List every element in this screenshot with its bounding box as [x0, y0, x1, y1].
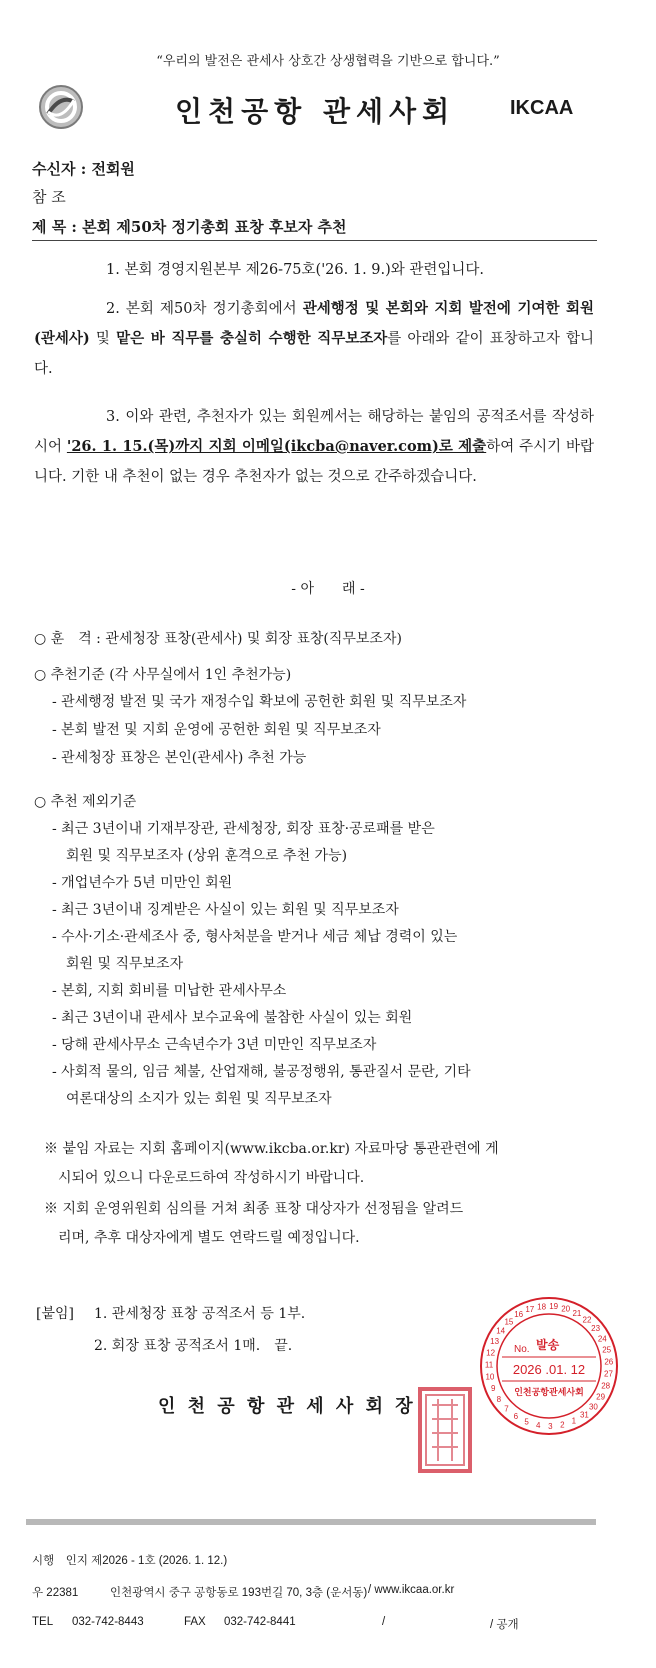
stamp-day-number: 6: [513, 1412, 519, 1421]
receipt-stamp: [478, 1295, 620, 1437]
footer-web: / www.ikcaa.or.kr: [368, 1584, 455, 1596]
footer-fax: 032-742-8441: [224, 1616, 296, 1628]
award-line: ○ 훈 격 : 관세청장 표창(관세사) 및 회장 표창(직무보조자): [34, 631, 402, 647]
stamp-day-number: 20: [561, 1304, 571, 1314]
stamp-day-number: 30: [588, 1402, 598, 1412]
stamp-day-number: 15: [504, 1317, 514, 1327]
stamp-day-number: 12: [486, 1348, 496, 1358]
stamp-day-number: 9: [490, 1384, 496, 1394]
exclusion-item: - 개업년수가 5년 미만인 회원: [52, 875, 233, 891]
attachment-label: [붙임]: [36, 1306, 74, 1322]
footer-divider: [26, 1519, 596, 1525]
footer-tel-label: TEL: [32, 1616, 54, 1628]
footer-slash: /: [382, 1616, 386, 1628]
footer-tel: 032-742-8443: [72, 1616, 144, 1628]
stamp-day-number: 4: [535, 1421, 541, 1430]
footer-fax-label: FAX: [184, 1616, 206, 1628]
note-line: 시되어 있으니 다운로드하여 작성하시기 바랍니다.: [44, 1170, 365, 1186]
attachment-2: 2. 회장 표창 공적조서 1매. 끝.: [94, 1338, 293, 1354]
stamp-day-number: 3: [548, 1422, 553, 1431]
exclusion-item: 회원 및 직무보조자: [52, 956, 184, 972]
stamp-day-number: 31: [579, 1410, 589, 1420]
official-seal-icon: [416, 1385, 474, 1475]
stamp-day-number: 11: [484, 1360, 494, 1370]
stamp-day-number: 21: [572, 1308, 582, 1318]
footer-address: 인천광역시 중구 공항동로 193번길 70, 3층 (운서동): [110, 1587, 368, 1599]
note-line: ※ 붙임 자료는 지회 홈페이지(www.ikcba.or.kr) 자료마당 통관관련에 게: [44, 1141, 499, 1157]
paragraph-3: 3. 이와 관련, 추천자가 있는 회원께서는 해당하는 붙임의 공적조서를 작성하시어 '26. 1. 15.(목)까지 지회 이메일(ikcba@naver.com)로 제출하여 주시기 바랍니다. 기한 내 추천이 없는 경우 추천자가 없는 것으로 간주하겠습니다.: [34, 409, 594, 485]
stamp-day-number: 10: [485, 1372, 495, 1382]
stamp-day-number: 28: [601, 1381, 611, 1391]
footer-zip: 우 22381: [32, 1587, 79, 1599]
motto: “우리의 발전은 관세사 상호간 상생협력을 기반으로 합니다.”: [156, 54, 500, 69]
criteria-item: - 본회 발전 및 지회 운영에 공헌한 회원 및 직무보조자: [52, 722, 381, 738]
note-line: ※ 지회 운영위원회 심의를 거쳐 최종 표창 대상자가 선정됨을 알려드: [44, 1201, 464, 1217]
stamp-org: 인천공항관세사회: [514, 1388, 584, 1398]
exclusion-item: - 수사·기소·관세조사 중, 형사처분을 받거나 세금 체납 경력이 있는: [52, 929, 458, 945]
exclusion-item: - 사회적 물의, 임금 체불, 산업재해, 불공정행위, 통관질서 문란, 기타: [52, 1064, 471, 1080]
org-abbr: IKCAA: [510, 97, 574, 119]
stamp-day-number: 18: [537, 1302, 547, 1312]
signature: 인 천 공 항 관 세 사 회 장: [158, 1396, 416, 1417]
stamp-day-number: 16: [514, 1310, 524, 1320]
criteria-item: - 관세행정 발전 및 국가 재정수입 확보에 공헌한 회원 및 직무보조자: [52, 694, 467, 710]
stamp-day-number: 1: [571, 1416, 577, 1426]
paragraph-2: 2. 본회 제50차 정기총회에서 관세행정 및 본회와 지회 발전에 기여한 회원(관세사) 및 맡은 바 직무를 충실히 수행한 직무보조자를 아래와 같이 표창하고자 합니다.: [34, 300, 595, 377]
attachment-1: 1. 관세청장 표창 공적조서 등 1부.: [94, 1306, 306, 1322]
section-title: - 아 래 -: [291, 581, 365, 597]
exclusion-item: - 최근 3년이내 관세사 보수교육에 불참한 사실이 있는 회원: [52, 1010, 413, 1026]
stamp-date: 2026 .01. 12: [512, 1362, 586, 1377]
reference: 참 조: [32, 188, 66, 206]
exclusion-title: ○ 추천 제외기준: [34, 794, 137, 810]
criteria-title: ○ 추천기준 (각 사무실에서 1인 추천가능): [34, 667, 292, 683]
subject: 제 목 : 본회 제50차 정기총회 표창 후보자 추천: [32, 218, 347, 236]
stamp-day-number: 23: [591, 1324, 601, 1334]
stamp-day-number: 29: [596, 1392, 606, 1402]
stamp-day-number: 27: [604, 1369, 613, 1379]
exclusion-item: - 최근 3년이내 징계받은 사실이 있는 회원 및 직무보조자: [52, 902, 399, 918]
stamp-day-number: 22: [582, 1315, 592, 1325]
stamp-day-number: 2: [560, 1420, 565, 1430]
stamp-day-number: 26: [604, 1357, 614, 1367]
stamp-day-number: 25: [602, 1345, 612, 1355]
exclusion-item: - 최근 3년이내 기재부장관, 관세청장, 회장 표창·공로패를 받은: [52, 821, 435, 837]
exclusion-item: 여론대상의 소지가 있는 회원 및 직무보조자: [52, 1091, 332, 1107]
stamp-day-number: 8: [496, 1394, 502, 1404]
org-title: 인천공항 관세사회: [175, 95, 456, 128]
stamp-day-number: 24: [597, 1334, 607, 1344]
stamp-day-number: 14: [496, 1326, 506, 1336]
footer-doc-no: 시행 인지 제2026 - 1호 (2026. 1. 12.): [32, 1555, 228, 1567]
paragraph-1: 1. 본회 경영지원본부 제26-75호('26. 1. 9.)와 관련입니다.: [106, 262, 485, 278]
stamp-day-number: 19: [549, 1302, 559, 1312]
note-line: 리며, 추후 대상자에게 별도 연락드릴 예정입니다.: [44, 1230, 360, 1246]
stamp-day-number: 7: [504, 1404, 509, 1414]
recipient: 수신자 : 전회원: [32, 160, 135, 178]
stamp-day-number: 5: [524, 1417, 529, 1427]
stamp-no-label: No.: [514, 1344, 530, 1355]
criteria-item: - 관세청장 표창은 본인(관세사) 추천 가능: [52, 750, 307, 766]
header-divider: [32, 240, 597, 241]
stamp-type: 발송: [536, 1338, 560, 1352]
footer-public: / 공개: [490, 1619, 519, 1631]
exclusion-item: - 당해 관세사무소 근속년수가 3년 미만인 직무보조자: [52, 1037, 377, 1053]
exclusion-item: 회원 및 직무보조자 (상위 훈격으로 추천 가능): [52, 848, 348, 864]
stamp-day-number: 13: [490, 1336, 500, 1346]
org-logo-icon: [38, 84, 84, 130]
exclusion-item: - 본회, 지회 회비를 미납한 관세사무소: [52, 983, 287, 999]
stamp-day-number: 17: [525, 1305, 535, 1315]
